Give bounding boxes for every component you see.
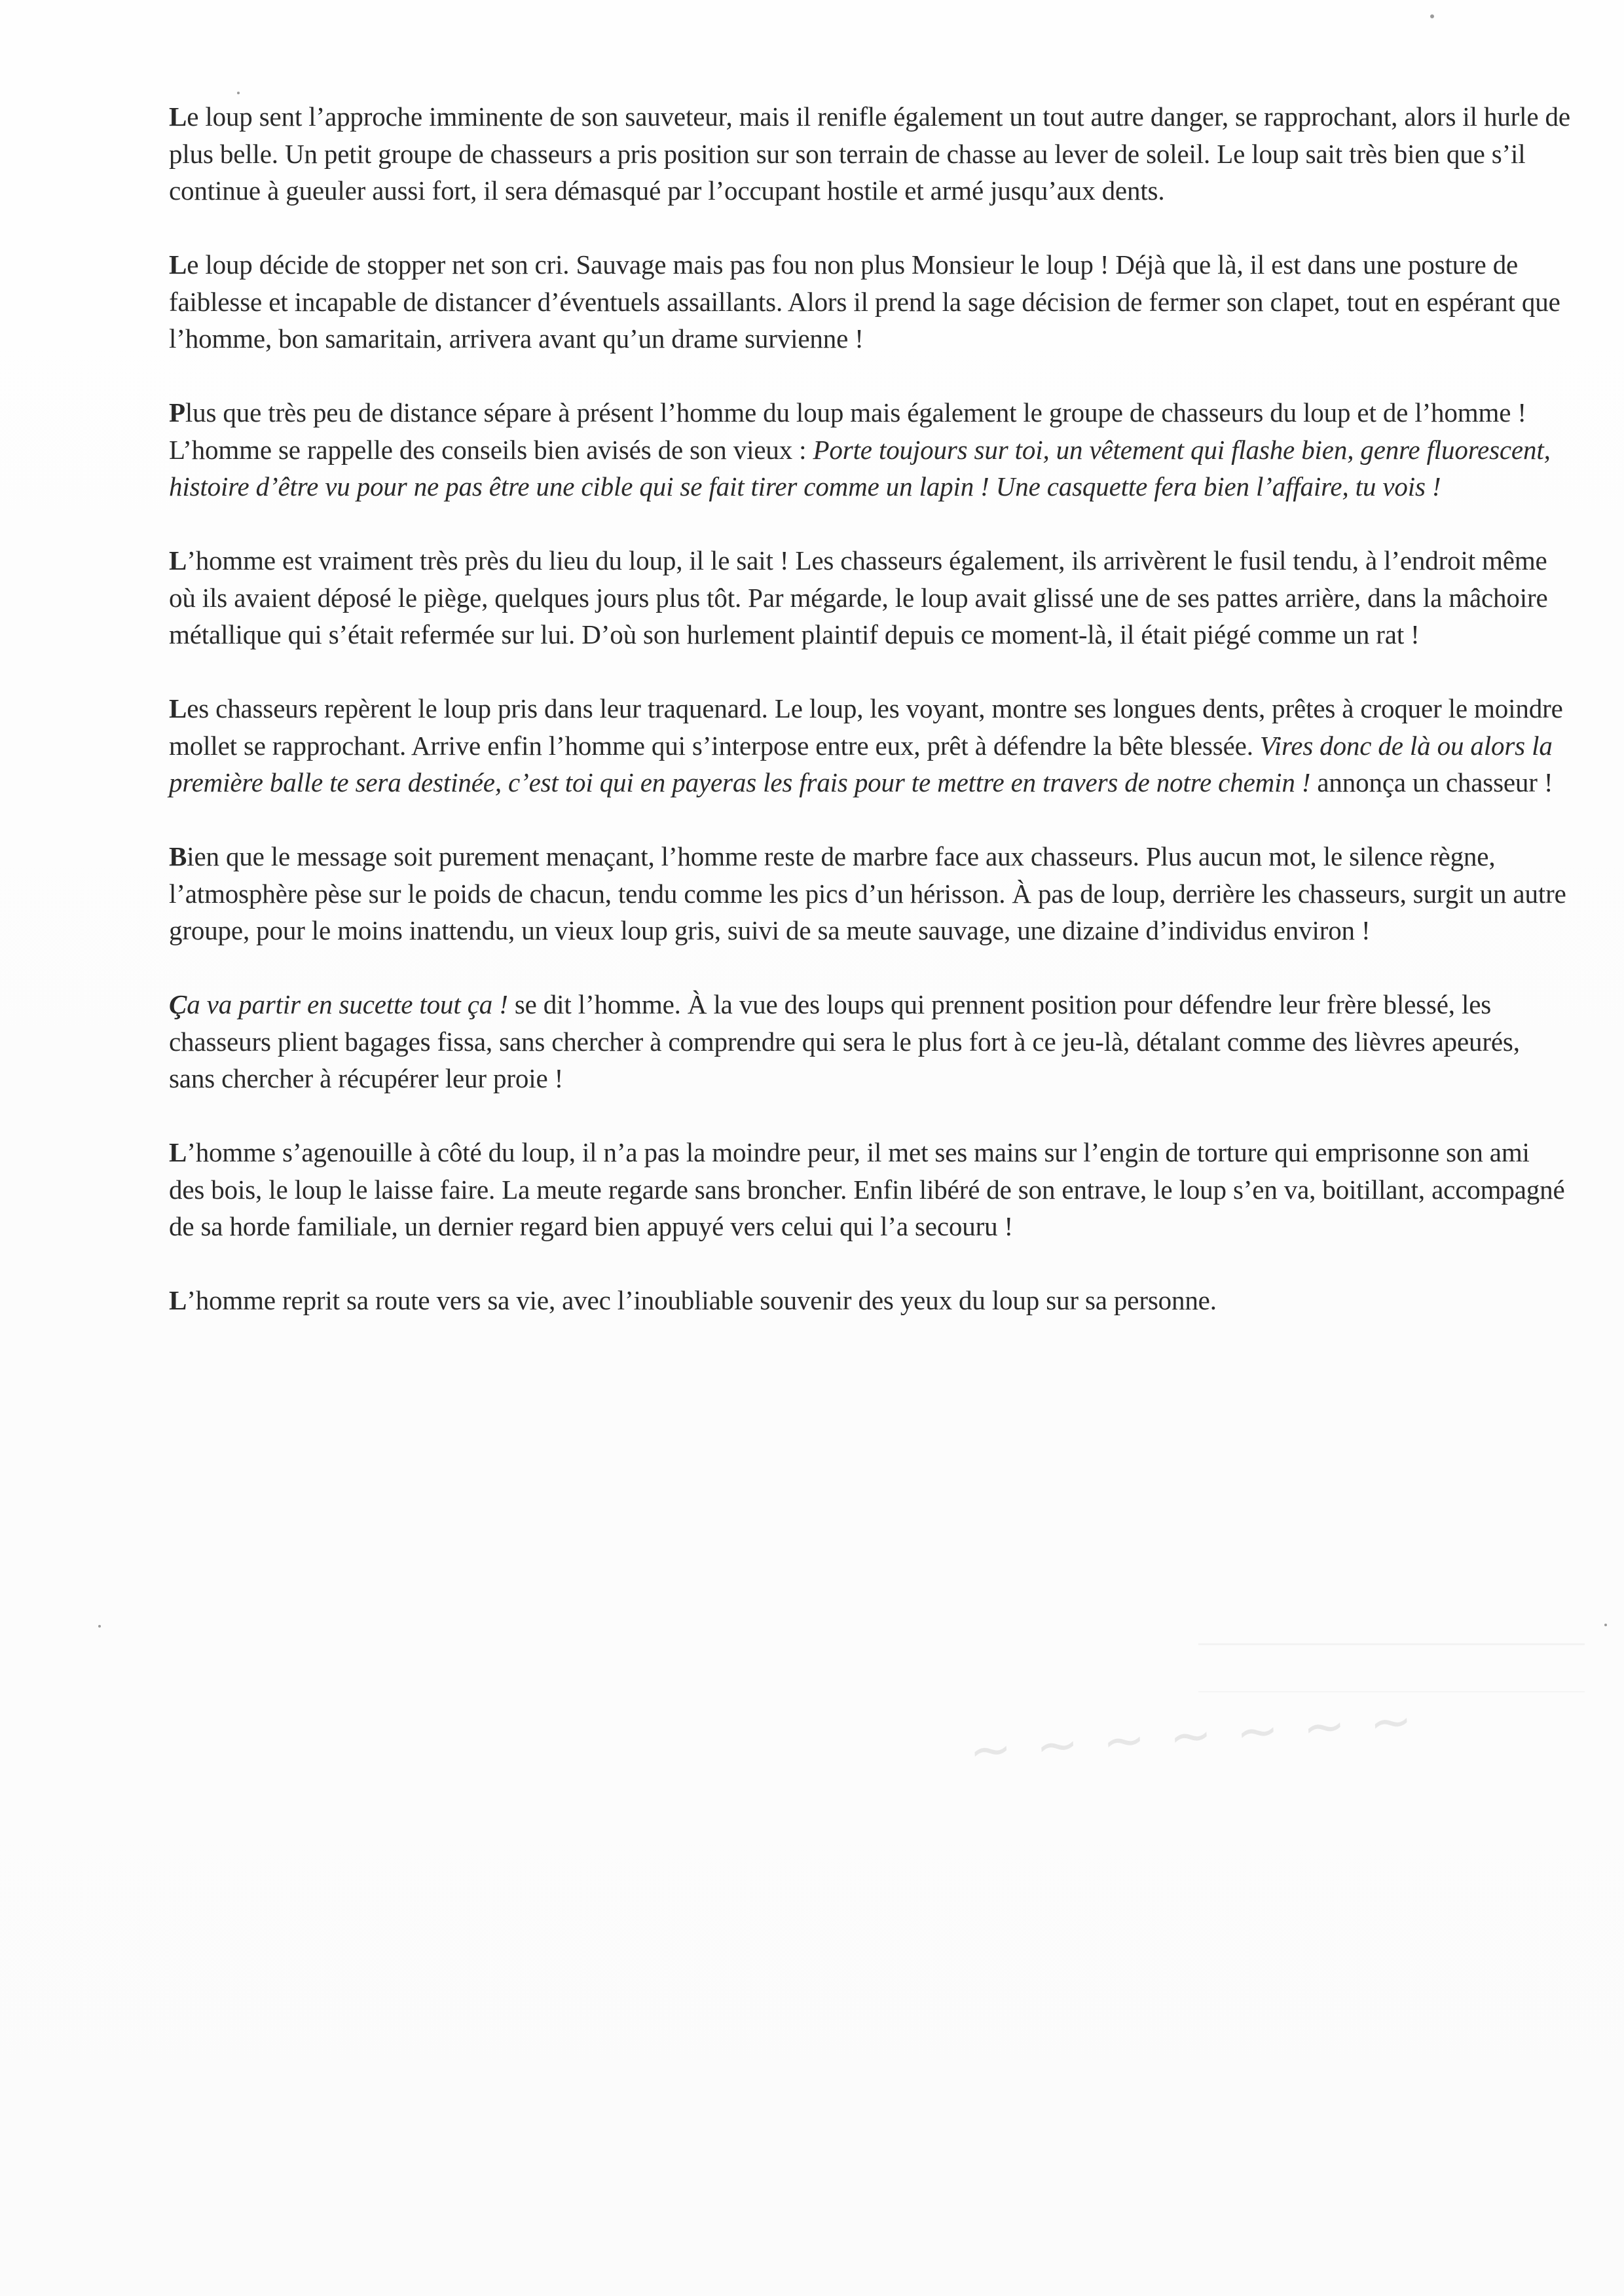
paragraph bbox=[169, 98, 1570, 210]
faint-handwritten-signature: ~ ~ ~ ~ ~ ~ ~ bbox=[967, 1691, 1418, 1781]
paragraph-text: lus que très peu de distance sépare à présent l’homme du loup mais également le groupe de chasseurs du loup et de l’homme ! L’homme se rappelle des conseils bien avisés de son vieux : bbox=[169, 397, 1526, 465]
paragraph bbox=[169, 542, 1570, 653]
italic-quote: Porte toujours sur toi, un vêtement qui flashe bien, genre fluorescent, histoire d’être vu pour ne pas être une cible qui se fait tirer comme un lapin ! Une casquette fera bien l’affaire, tu vois ! bbox=[169, 434, 1551, 501]
paragraph-initial: L bbox=[169, 1285, 187, 1315]
paragraph bbox=[169, 690, 1570, 801]
paragraph-text: annonça un chasseur ! bbox=[1310, 767, 1553, 797]
paragraph-initial: L bbox=[169, 545, 187, 575]
scan-speck bbox=[237, 92, 240, 94]
scan-speck bbox=[1430, 14, 1434, 18]
paragraph-text: ’homme s’agenouille à côté du loup, il n’a pas la moindre peur, il met ses mains sur l’engin de torture qui emprisonne son ami des bois, le loup le laisse faire. La meute regarde sans broncher. Enfin libéré de son entrave, le loup s’en va, boitillant, accompagné de sa horde familiale, un dernier regard bien appuyé vers celui qui l’a secouru ! bbox=[169, 1137, 1565, 1241]
italic-quote: Vires donc de là ou alors la première balle te sera destinée, c’est toi qui en payeras les frais pour te mettre en travers de notre chemin ! bbox=[169, 730, 1553, 797]
paragraph bbox=[169, 394, 1570, 505]
paragraph-text: ’homme est vraiment très près du lieu du loup, il le sait ! Les chasseurs également, ils arrivèrent le fusil tendu, à l’endroit même où ils avaient déposé le piège, quelques jours plus tôt. Par mégarde, le loup avait glissé une de ses pattes arrière, dans la mâchoire métallique qui s’était refermée sur lui. D’où son hurlement plaintif depuis ce moment-là, il était piégé comme un rat ! bbox=[169, 545, 1548, 649]
paragraph-text: e loup sent l’approche imminente de son sauveteur, mais il renifle également un tout autre danger, se rapprochant, alors il hurle de plus belle. Un petit groupe de chasseurs a pris position sur son terrain de chasse au lever de soleil. Le loup sait très bien que s’il continue à gueuler aussi fort, il sera démasqué par l’occupant hostile et armé jusqu’aux dents. bbox=[169, 101, 1570, 206]
document-body bbox=[169, 98, 1570, 1356]
paragraph bbox=[169, 1282, 1570, 1319]
paragraph-text: se dit l’homme. À la vue des loups qui prennent position pour défendre leur frère blessé, les chasseurs plient bagages fissa, sans chercher à comprendre qui sera le plus fort à ce jeu-là, détalant comme des lièvres apeurés, sans chercher à récupérer leur proie ! bbox=[169, 989, 1520, 1093]
scan-speck bbox=[98, 1625, 101, 1628]
paragraph bbox=[169, 246, 1570, 357]
paragraph-text: ’homme reprit sa route vers sa vie, avec l’inoubliable souvenir des yeux du loup sur sa personne. bbox=[187, 1285, 1217, 1315]
scan-speck bbox=[1604, 1624, 1607, 1626]
paragraph-initial: L bbox=[169, 101, 187, 132]
paragraph-text: ien que le message soit purement menaçant, l’homme reste de marbre face aux chasseurs. Plus aucun mot, le silence règne, l’atmosphère pèse sur le poids de chacun, tendu comme les pics d’un hérisson. À pas de loup, derrière les chasseurs, surgit un autre groupe, pour le moins inattendu, un vieux loup gris, suivi de sa meute sauvage, une dizaine d’individus environ ! bbox=[169, 841, 1566, 945]
paragraph-initial: L bbox=[169, 693, 187, 723]
paragraph-initial: B bbox=[169, 841, 187, 871]
paragraph-initial: P bbox=[169, 397, 185, 428]
paragraph-initial: L bbox=[169, 1137, 187, 1167]
paragraph-initial: L bbox=[169, 249, 187, 280]
paragraph bbox=[169, 838, 1570, 949]
paragraph-text: e loup décide de stopper net son cri. Sauvage mais pas fou non plus Monsieur le loup ! Déjà que là, il est dans une posture de faiblesse et incapable de distancer d’éventuels assaillants. Alors il prend la sage décision de fermer son clapet, tout en espérant que l’homme, bon samaritain, arrivera avant qu’un drame survienne ! bbox=[169, 249, 1560, 354]
italic-quote: a va partir en sucette tout ça ! bbox=[187, 989, 508, 1019]
paragraph bbox=[169, 986, 1570, 1097]
paragraph-text: es chasseurs repèrent le loup pris dans leur traquenard. Le loup, les voyant, montre ses longues dents, prêtes à croquer le moindre mollet se rapprochant. Arrive enfin l’homme qui s’interpose entre eux, prêt à défendre la bête blessée. bbox=[169, 693, 1563, 761]
paragraph bbox=[169, 1134, 1570, 1245]
paragraph-initial: Ç bbox=[169, 989, 187, 1019]
